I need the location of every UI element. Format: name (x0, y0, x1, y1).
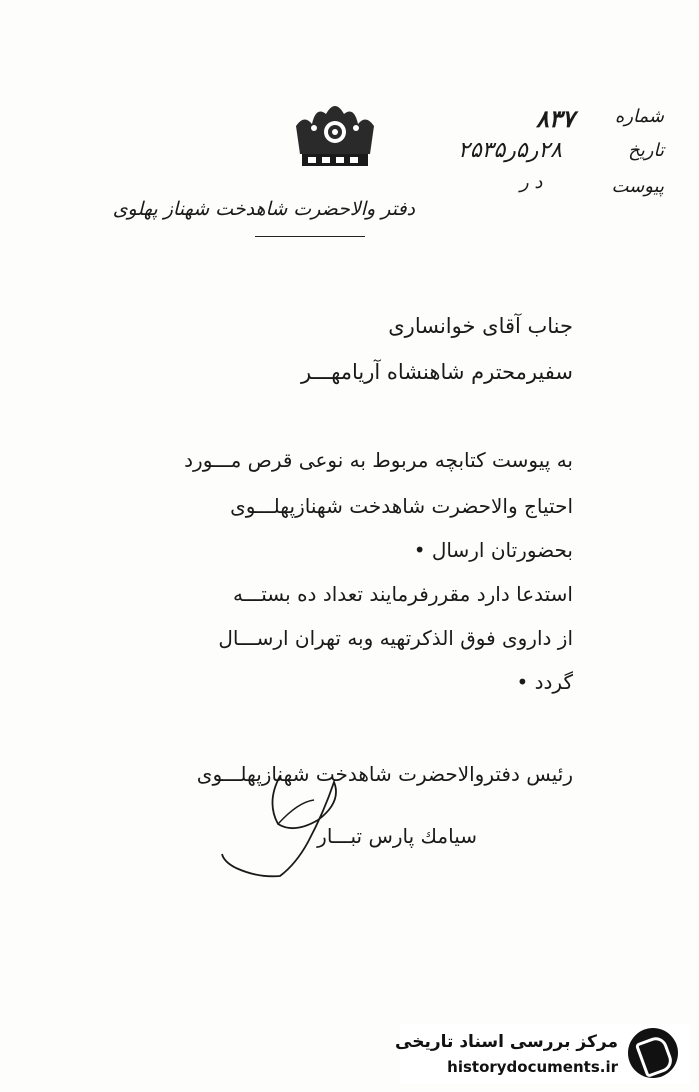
archive-url[interactable]: historydocuments.ir (447, 1058, 618, 1076)
signatory-name: سیامك پارس تبـــار (317, 824, 477, 848)
office-name: دفتر والاحضرت شاهدخت شهناز پهلوی (112, 198, 415, 220)
date-value: ۲۸ر۵ر۲۵۳۵ (458, 138, 562, 163)
recipient-title: سفیرمحترم شاهنشاه آریامهـــر (301, 360, 573, 384)
body-line-2: احتیاج والاحضرت شاهدخت شهنازپهلـــوی (230, 494, 573, 518)
handwritten-signature (218, 772, 368, 882)
archive-watermark (395, 1024, 690, 1084)
body-line-3: بحضورتان ارسال • (413, 538, 573, 562)
body-line-6: گردد • (516, 670, 573, 694)
body-line-5: از داروی فوق الذکرتهیه وبه تهران ارســـال (218, 626, 573, 650)
royal-crown-emblem (290, 96, 380, 176)
body-line-4: استدعا دارد مقررفرمایند تعداد ده بستـــه (232, 582, 573, 606)
body-line-1: به پیوست کتابچه مربوط به نوعی قرص مـــورد (184, 448, 573, 472)
attachment-label: پیوست (611, 176, 664, 197)
date-label: تاریخ (628, 140, 664, 161)
recipient-name: جناب آقای خوانساری (388, 314, 573, 338)
archive-logo-icon (628, 1028, 678, 1078)
signatory-title: رئیس دفتروالاحضرت شاهدخت شهنازپهلـــوی (196, 762, 573, 786)
number-value: ۸۳۷ (536, 104, 575, 133)
attachment-value: د ر (520, 172, 543, 193)
number-label: شماره (614, 106, 664, 127)
office-underline (255, 236, 365, 237)
archive-title: مرکز بررسی اسناد تاریخی (395, 1032, 618, 1052)
